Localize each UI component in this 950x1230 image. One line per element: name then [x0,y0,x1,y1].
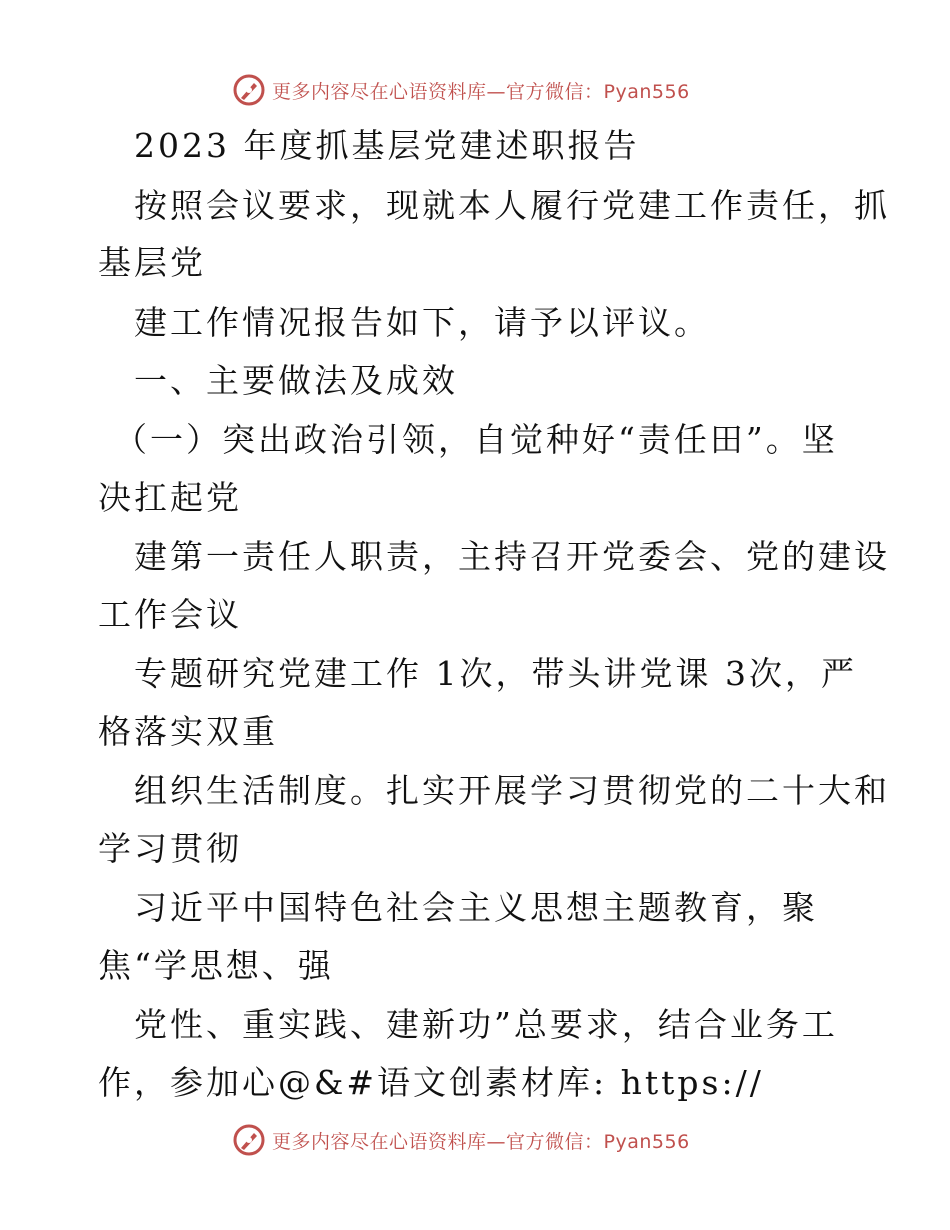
paragraph-line: 决扛起党 [98,478,242,517]
paragraph-line: 组织生活制度。扎实开展学习贯彻党的二十大和 [134,771,890,810]
paragraph-line: 建第一责任人职责，主持召开党委会、党的建设 [134,537,890,576]
watermark-header [232,70,690,110]
paragraph-line: 作，参加心@&#语文创素材库: https:// [98,1063,764,1102]
paragraph-line: 专题研究党建工作 1次，带头讲党课 3次，严 [134,654,857,693]
watermark-text: 更多内容尽在心语资料库—官方微信：Pyan556 [272,80,690,103]
watermark-footer [232,1120,690,1160]
document-title: 2023 年度抓基层党建述职报告 [134,126,640,165]
paragraph-line: 按照会议要求，现就本人履行党建工作责任，抓 [134,186,890,225]
watermark-text: 更多内容尽在心语资料库—官方微信：Pyan556 [272,1130,690,1153]
subsection-heading: （一）突出政治引领，自觉种好“责任田”。坚 [114,420,838,459]
paragraph-line: 党性、重实践、建新功”总要求，结合业务工 [134,1005,838,1044]
section-heading: 一、主要做法及成效 [134,361,458,400]
pen-seal-icon [232,73,266,107]
paragraph-line: 焦“学思想、强 [98,946,334,985]
paragraph-line: 工作会议 [98,595,242,634]
paragraph-line: 格落实双重 [98,712,278,751]
paragraph-line: 建工作情况报告如下，请予以评议。 [134,303,710,342]
paragraph-line: 习近平中国特色社会主义思想主题教育，聚 [134,888,818,927]
pen-seal-icon [232,1123,266,1157]
paragraph-line: 基层党 [98,243,206,282]
paragraph-line: 学习贯彻 [98,829,242,868]
